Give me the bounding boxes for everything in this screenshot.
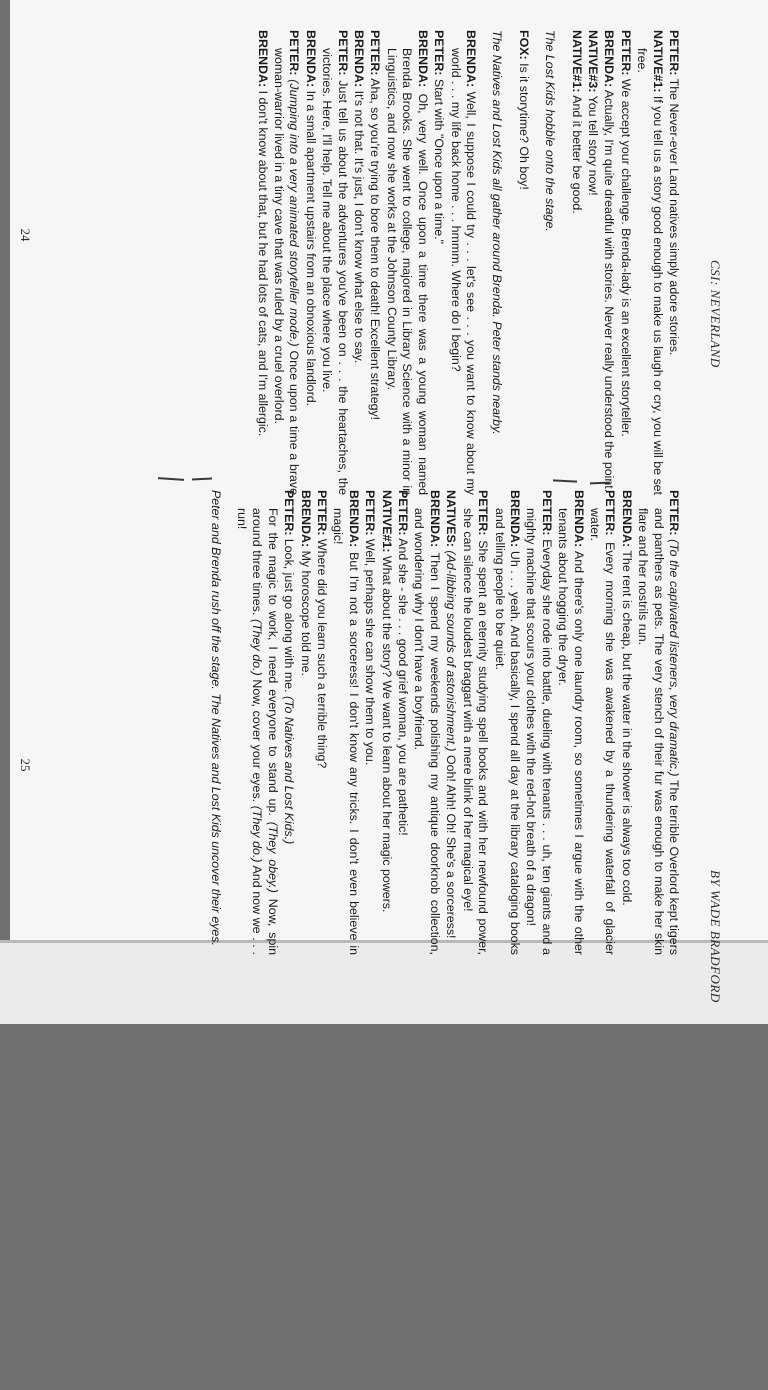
dialogue-line (523, 490, 554, 955)
speaker-name: BRENDA: (602, 30, 617, 88)
inline-direction: (Ad-libbing sounds of astonishment.) (444, 550, 459, 752)
dialogue-text: Where did you learn such a terrible thing? (315, 538, 330, 769)
dialogue-line (362, 490, 377, 955)
dialogue-text: We accept your challenge. Brenda-lady is an excellent storyteller. (618, 78, 633, 437)
speaker-name: BRENDA: (619, 490, 634, 548)
dialogue-line (431, 30, 446, 495)
inline-direction: (To Natives and Lost Kids.) (282, 695, 297, 845)
dialogue-text: And there's only one laundry room, so sometimes I argue with the other tenants about hogging the dryer. (556, 508, 586, 955)
dialogue-line (319, 30, 350, 495)
dialogue-text: Ooh! Ahh! Oh! She's a sorceress! (444, 754, 459, 939)
dialogue-line (330, 490, 361, 955)
dialogue-line (254, 30, 269, 495)
running-header: BY WADE BRADFORD (708, 870, 723, 1003)
dialogue-text: And it better be good. (569, 95, 584, 214)
dialogue-line (351, 30, 366, 495)
dialogue-text: Then I spend my weekends polishing my antique doorknob collection, and wondering why I don't have a boyfriend. (412, 508, 442, 955)
dialogue-text: It's not that. It's just, I don't know what else to say. (352, 90, 367, 364)
speaker-name: BRENDA: (352, 30, 367, 88)
dialogue-line (555, 490, 586, 955)
dialogue-line (378, 490, 393, 955)
dialogue-text: You tell story now! (585, 95, 600, 196)
speaker-name: PETER: (603, 490, 618, 536)
speaker-name: BRENDA: (255, 30, 270, 88)
speaker-name: PETER: (667, 490, 681, 536)
speaker-name: NATIVE#1: (379, 490, 394, 553)
speaker-name: BRENDA: (463, 30, 478, 88)
dialogue-text: Look, just go along with me. (282, 538, 297, 693)
dialogue-continuation (234, 490, 280, 955)
dialogue-text: Every morning she was awakened by a thundering waterfall of glacier water. (587, 508, 618, 955)
speaker-name: NATIVE#3: (585, 30, 600, 93)
speaker-name: PETER: (282, 490, 297, 536)
dialogue-text: And she - she . . . good grief woman, you are pathetic! (396, 538, 411, 836)
dialogue-line (568, 30, 583, 495)
dialogue-line (585, 30, 600, 495)
dialogue-text: Just tell us about the adventures you've been on . . . the heartaches, the victories. Here, I'll help. Tell me about the place where you live. (320, 48, 350, 495)
stage-direction: Peter and Brenda rush off the stage. The Natives and Lost Kids uncover their eyes. (208, 490, 223, 946)
dialogue-line (281, 490, 296, 955)
inline-direction: (To the captivated listeners, very dramatic.) (667, 539, 681, 777)
dialogue-line (447, 30, 478, 495)
speaker-name: PETER: (335, 30, 350, 76)
dialogue-line (411, 490, 442, 955)
dialogue-text: Everyday she rode into battle, dueling with tenants . . . uh, ten giants and a mighty machine that scours your clothes with the red-hot breath of a dragon! (524, 508, 554, 955)
dialogue-text: What about the story? We want to learn about her magic powers. (379, 555, 394, 913)
script-text (196, 490, 681, 955)
dialogue-text: Oh, very well. Once upon a time there was a young woman named Brenda Brooks. She went to college, majored in Library Science with a minor in Linguistics, and now she works at the Johnson County Library. (384, 48, 430, 495)
dialogue-text: My horoscope told me. (298, 550, 313, 676)
dialogue-line (618, 490, 633, 955)
dialogue-text: Actually, I'm quite dreadful with stories. Never really understood the point. (602, 89, 617, 493)
speaker-name: NATIVE#1: (650, 30, 665, 93)
speaker-name: BRENDA: (415, 30, 430, 88)
speaker-name: PETER: (432, 30, 447, 76)
dialogue-text: Now, spin around three times. (250, 508, 280, 955)
stage-direction: The Natives and Lost Kids all gather around Brenda. Peter stands nearby. (490, 30, 505, 435)
dialogue-text: For the magic to work, I need everyone to stand up. (265, 508, 280, 816)
dialogue-text: Is it storytime? Oh boy! (516, 63, 531, 190)
speaker-name: BRENDA: (571, 490, 586, 548)
dialogue-text: Aha, so you're trying to bore them to death! Excellent strategy! (368, 78, 383, 421)
dialogue-text: Well, perhaps she can show them to you. (363, 538, 378, 766)
speaker-name: BRENDA: (303, 30, 318, 88)
speaker-name: PETER: (396, 490, 411, 536)
dialogue-line (634, 30, 665, 495)
page-number: 24 (18, 228, 33, 242)
speaker-name: PETER: (315, 490, 330, 536)
dialogue-line (302, 30, 317, 495)
dialogue-text: The Never-ever Land natives simply adore stories. (667, 78, 681, 356)
dialogue-text: She spent an eternity studying spell books and with her newfound power, she can silence the loudest braggart with a mere blink of her magical eye! (460, 508, 491, 955)
script-text (253, 30, 681, 495)
speaker-name: BRENDA: (346, 490, 361, 548)
dialogue-line (491, 490, 522, 955)
dialogue-text: Once upon a time a brave woman-warrior lived in a tiny cave that was ruled by a cruel overlord. (272, 48, 302, 495)
inline-direction: (They do.) (250, 618, 265, 676)
speaker-name: BRENDA: (298, 490, 313, 548)
dialogue-line (367, 30, 382, 495)
dialogue-line (271, 30, 302, 495)
dialogue-text: I don't know about that, but he had lots of cats, and I'm allergic. (255, 90, 270, 437)
speaker-name: NATIVE#1: (569, 30, 584, 93)
dialogue-line (635, 490, 681, 955)
speaker-name: PETER: (476, 490, 491, 536)
dialogue-text: Uh . . . yeah. And basically, I spend all day at the library cataloging books and telling people to be quiet. (492, 508, 522, 955)
dialogue-line (587, 490, 618, 955)
dialogue-line (515, 30, 530, 495)
dialogue-line (617, 30, 632, 495)
speaker-name: NATIVES: (444, 490, 459, 547)
inline-direction: (They obey.) (265, 821, 280, 893)
dialogue-line (297, 490, 312, 955)
speaker-name: BRENDA: (427, 490, 442, 548)
dialogue-line (666, 30, 681, 495)
dialogue-line (384, 30, 430, 495)
inline-direction: (Jumping into a very animated storyteller mode.) (287, 79, 302, 347)
speaker-name: PETER: (368, 30, 383, 76)
dialogue-text: Now, cover your eyes. (250, 679, 265, 803)
inline-direction: (They do.) (250, 805, 265, 863)
speaker-name: PETER: (363, 490, 378, 536)
stage-direction: The Lost Kids hobble onto the stage. (543, 30, 558, 232)
dialogue-line (459, 490, 490, 955)
running-header: CSI: NEVERLAND (708, 260, 723, 368)
speaker-name: FOX: (516, 30, 531, 60)
dialogue-line (601, 30, 616, 495)
dialogue-text: Well, I suppose I could try . . . let's see . . . you want to know about my world . . . my life back home . . . hmmm. Where do I begin? (448, 48, 478, 495)
speaker-name: PETER: (287, 30, 302, 76)
dialogue-text: The terrible Overlord kept tigers and panthers as pets. The very stench of their fur was enough to make her skin flare and her nostrils run. (636, 508, 681, 955)
dialogue-line (314, 490, 329, 955)
dialogue-line (395, 490, 410, 955)
speaker-name: PETER: (539, 490, 554, 536)
dialogue-text: But I'm not a sorceress! I don't know any tricks. I don't even believe in magic! (331, 508, 361, 955)
dialogue-text: The rent is cheap, but the water in the shower is always too cold. (619, 550, 634, 906)
speaker-name: PETER: (667, 30, 681, 76)
speaker-name: PETER: (618, 30, 633, 76)
dialogue-text: And now we . . . run! (235, 508, 265, 955)
speaker-name: BRENDA: (507, 490, 522, 548)
page-number: 25 (18, 758, 33, 772)
dialogue-text: In a small apartment upstairs from an obnoxious landlord. (303, 90, 318, 407)
dialogue-text: Start with "Once upon a time." (432, 78, 447, 245)
dialogue-line (443, 490, 458, 955)
page-right (18, 490, 725, 1390)
dialogue-text: If you tell us a story good enough to make us laugh or cry, you will be set free. (635, 48, 665, 495)
